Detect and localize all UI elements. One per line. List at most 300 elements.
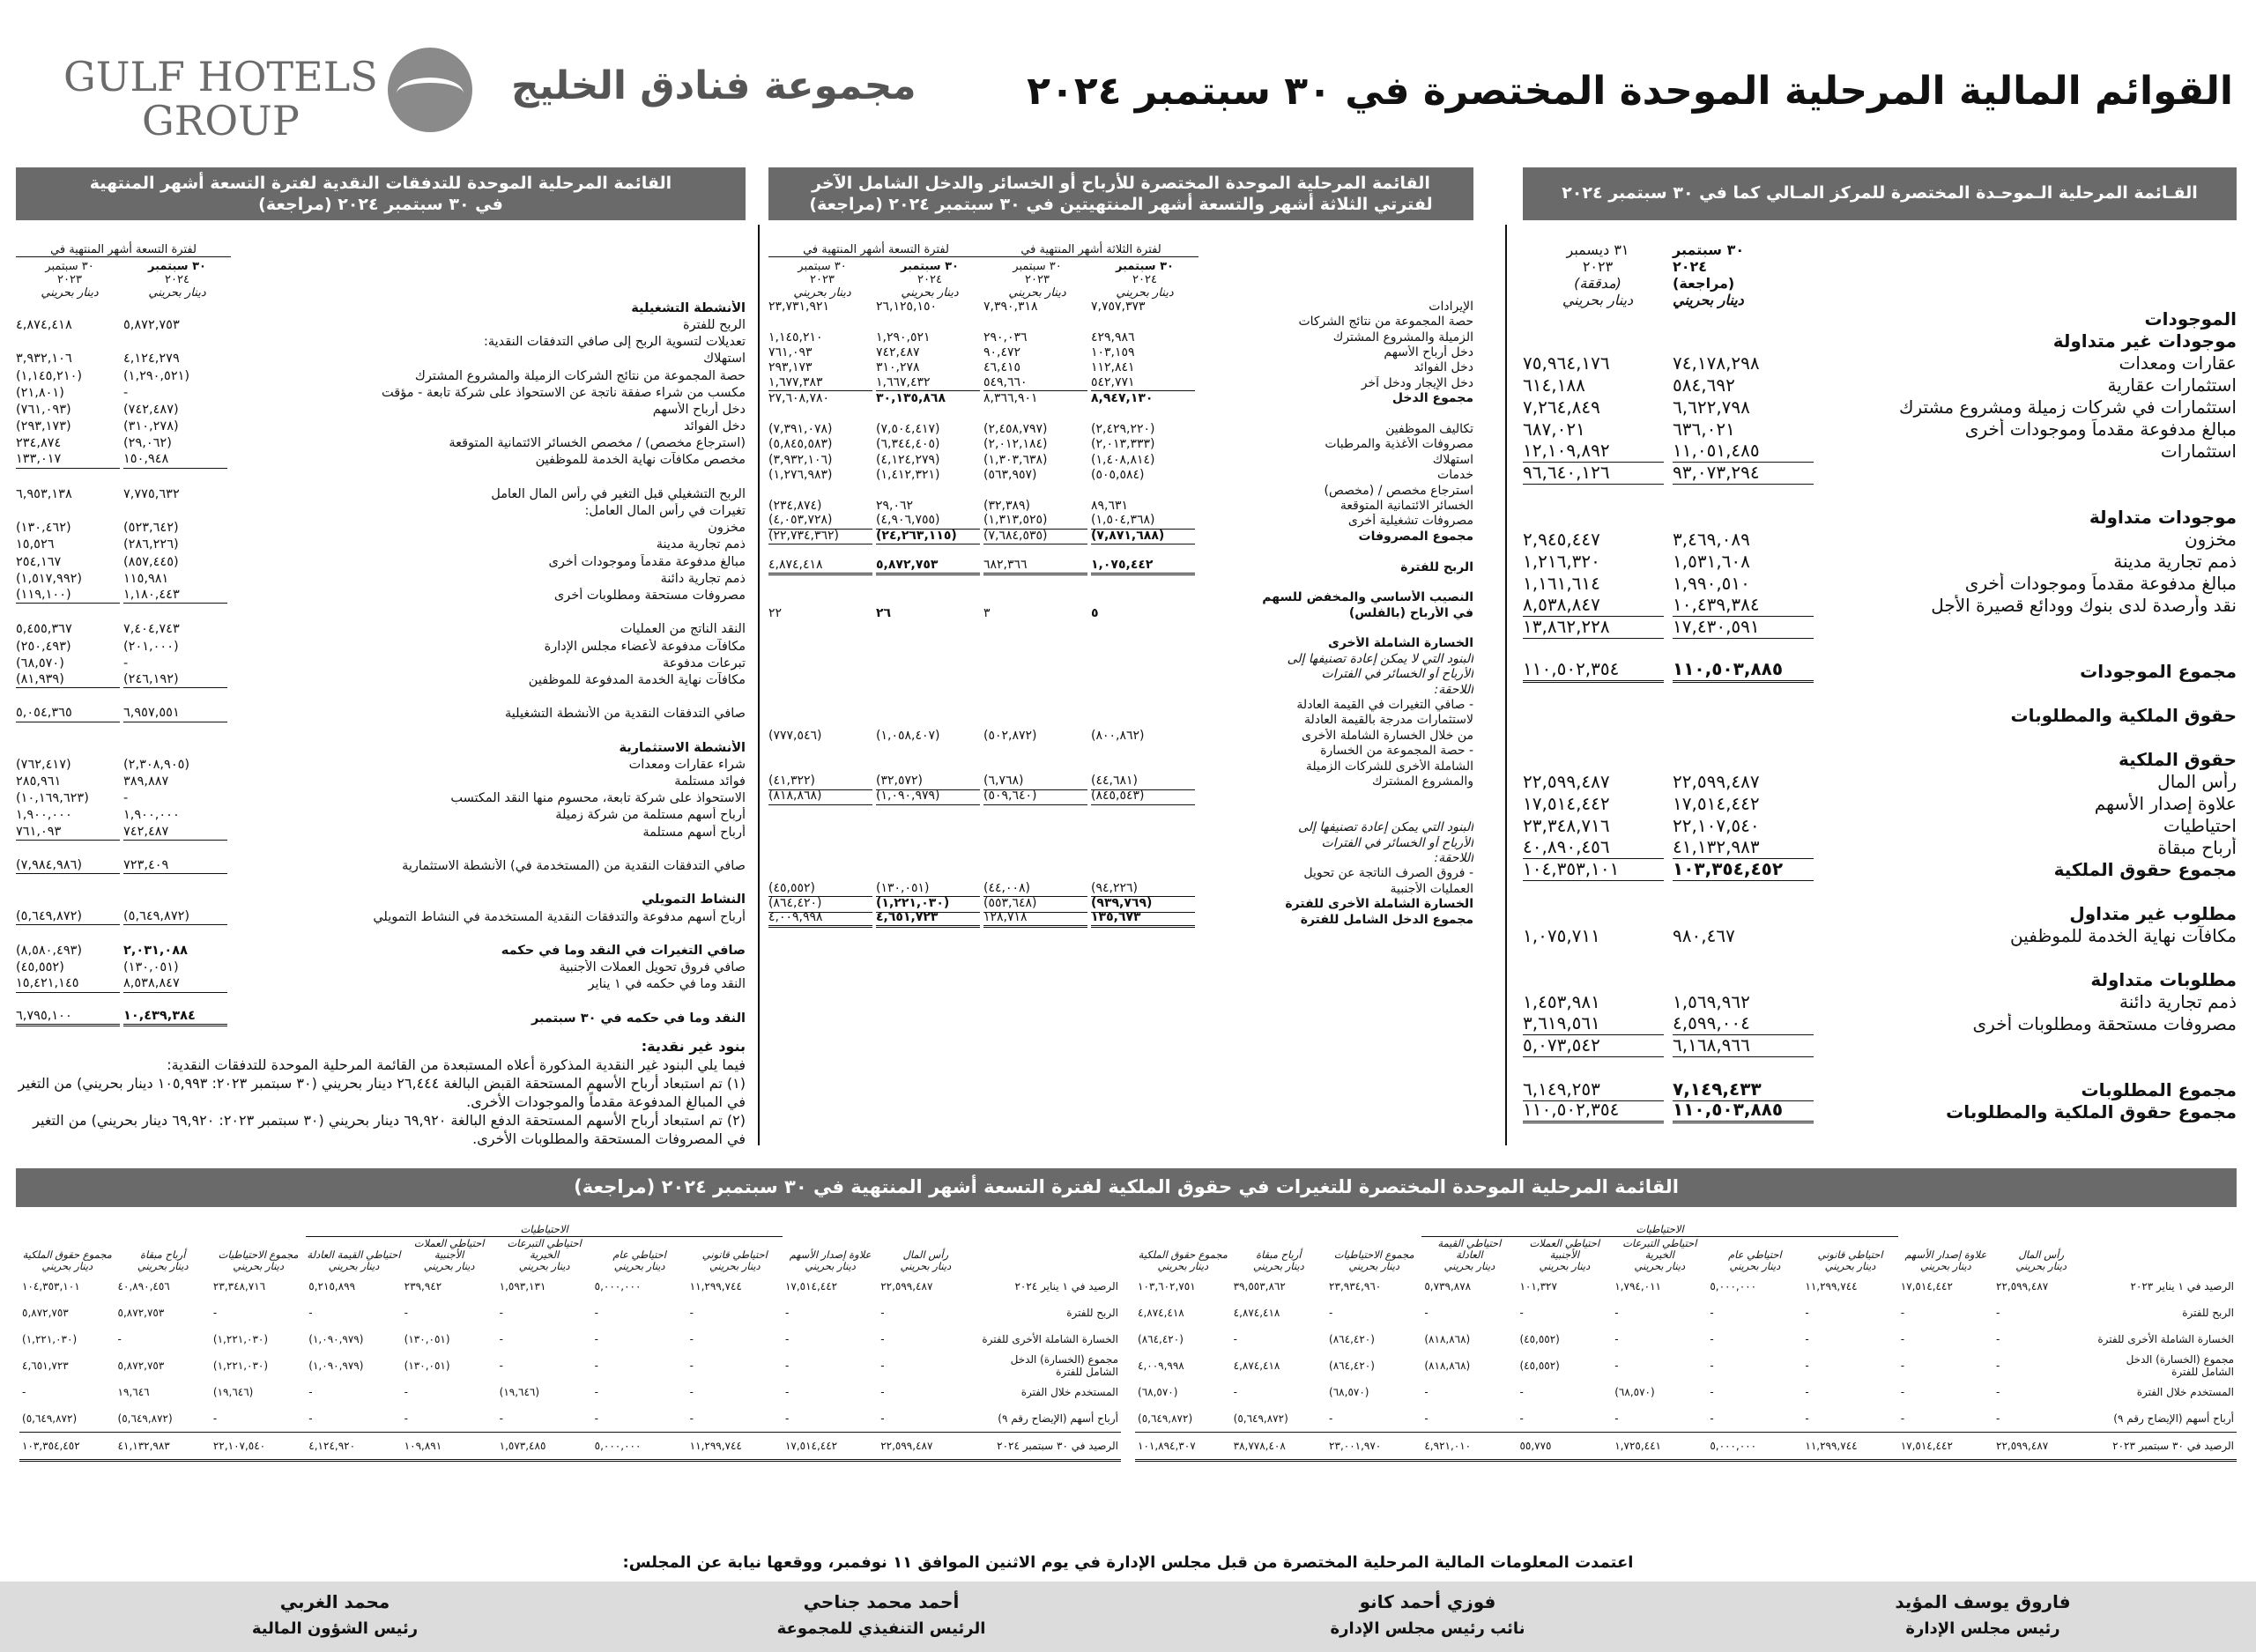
- equity-value: -: [784, 1386, 790, 1398]
- fp-row-label: استثمارات في شركات زميلة ومشروع مشترك: [1898, 396, 2237, 418]
- cf-column-headers: [16, 257, 746, 300]
- pl-value: (٤١,٣٢٢): [768, 774, 872, 790]
- logo-en-line2: GROUP: [141, 97, 300, 144]
- fp-row-label: استثمارات عقارية: [2107, 374, 2237, 396]
- equity-value: -: [499, 1307, 503, 1319]
- equity-value: -: [1996, 1386, 2000, 1398]
- fp-row: [1523, 771, 2237, 793]
- equity-blank: [1231, 1223, 1326, 1237]
- equity-value: ٢٢,١٠٧,٥٤٠: [211, 1433, 306, 1461]
- equity-col-name: احتياطي العملات الأجنبية: [1529, 1237, 1600, 1261]
- equity-value: -: [1329, 1307, 1333, 1319]
- pl-value: ٣: [983, 605, 991, 620]
- equity-row-label: الربح للفترة: [1066, 1307, 1118, 1319]
- cf-row: [16, 942, 746, 959]
- equity-value: -: [1996, 1412, 2000, 1425]
- logo-en-line1: GULF HOTELS: [63, 53, 378, 100]
- equity-col-header: [1135, 1237, 1231, 1274]
- pl-row-label: - فروق الصرف الناتجة عن تحويل: [1303, 866, 1473, 881]
- fp-value-2024: ٢٢,١٠٧,٥٤٠: [1673, 815, 1760, 836]
- fp-row-label: أرباح مبقاة: [2157, 837, 2237, 858]
- cf-row: [16, 502, 746, 519]
- equity-value: ١٠٩,٨٩١: [402, 1433, 497, 1461]
- logo-english: [63, 55, 378, 143]
- cf-row-label: مخزون: [708, 521, 746, 536]
- fp-value-2023: ٣,٦١٩,٥٦١: [1523, 1012, 1664, 1035]
- signatory-name: فوزي أحمد كانو: [1359, 1591, 1496, 1612]
- cf-row: [16, 841, 746, 857]
- cf-value: (١,١٤٥,٢١٠): [16, 368, 83, 383]
- equity-value: ٣٨,٧٧٨,٤٠٨: [1231, 1433, 1326, 1461]
- equity-column-headers: [1135, 1237, 2237, 1274]
- pl-value: ٢٩,٠٦٢: [876, 498, 914, 513]
- cf-row-label: دخل أرباح الأسهم: [652, 402, 746, 417]
- pl-value: ١,٠٧٥,٤٤٢: [1091, 558, 1195, 576]
- cf-row: [16, 621, 746, 638]
- equity-blank: [19, 1223, 115, 1237]
- equity-value: ١١,٢٩٩,٧٤٤: [1805, 1280, 1858, 1293]
- cf-row-label: أرباح أسهم مستلمة من شركة زميلة: [555, 808, 746, 823]
- cf-row-label: صافي فروق تحويل العملات الأجنبية: [559, 960, 746, 975]
- fp-value-2023: ٧٥,٩٦٤,١٧٦: [1523, 352, 1610, 374]
- equity-value: ١٠٣,٦٠٢,٧٥١: [1138, 1280, 1196, 1293]
- equity-value: -: [1805, 1333, 1809, 1345]
- cf-value: (٢١,٨٠١): [16, 385, 64, 400]
- equity-value: -: [22, 1386, 26, 1398]
- equity-col-name: رأس المال: [2018, 1248, 2064, 1261]
- fp-value-2024: ١٧,٥١٤,٤٤٢: [1673, 793, 1760, 814]
- cf-value: ٦,٧٩٥,١٠٠: [16, 1008, 120, 1026]
- cf-value: (١,٥١٧,٩٩٢): [16, 571, 83, 586]
- equity-value: -: [212, 1412, 218, 1425]
- equity-row: [19, 1273, 1121, 1300]
- cf-row-label: مبالغ مدفوعة مقدماً وموجودات أخرى: [548, 554, 746, 569]
- pl-value: ٨,٩٤٧,١٣٠: [1091, 391, 1154, 406]
- pl-col: [876, 260, 983, 300]
- cf-group-header: [16, 234, 746, 257]
- equity-value: -: [1614, 1412, 1619, 1425]
- fp-column-headers: [1523, 236, 2237, 308]
- fp-row: [1523, 1035, 2237, 1057]
- equity-value: ٢٣,٩٣٤,٩٦٠: [1329, 1280, 1382, 1293]
- equity-table-2024-grid: [19, 1223, 1121, 1462]
- equity-row: [1135, 1379, 2237, 1405]
- cf-row: [16, 587, 746, 604]
- fp-row-label: مجموع المطلوبات: [2081, 1079, 2237, 1100]
- equity-value: -: [1710, 1359, 1714, 1372]
- fp-row: [1523, 507, 2237, 529]
- pl-value: (١,٢٢١,٠٣٠): [876, 896, 980, 913]
- pl-row-label: دخل الإيجار ودخل آخر: [1361, 375, 1473, 390]
- equity-col-header: [1707, 1237, 1802, 1274]
- pl-value: ١١٢,٨٤١: [1091, 360, 1135, 375]
- equity-value: -: [499, 1412, 503, 1425]
- equity-value: ٤٠,٨٩٠,٤٥٦: [117, 1280, 170, 1293]
- pl-value: (٥٠٩,٦٤٠): [983, 789, 1087, 805]
- pl-value: ٤٦,٤١٥: [983, 360, 1021, 375]
- cf-row-label: الأنشطة الاستثمارية: [619, 740, 746, 755]
- pl-value: ١,١٤٥,٢١٠: [768, 330, 823, 344]
- cf-row: [16, 452, 746, 469]
- fp-value-2023: ٧,٢٦٤,٨٤٩: [1523, 396, 1600, 418]
- fp-value-2024: ٦,١٦٨,٩٦٦: [1673, 1034, 1814, 1057]
- cf-row-label: تبرعات مدفوعة: [663, 656, 746, 670]
- pl-row: [768, 468, 1473, 483]
- equity-col-unit: دينار بحريني: [137, 1260, 189, 1272]
- equity-value: (١٣٠,٠٥١): [404, 1333, 450, 1345]
- cf-row: [16, 773, 746, 789]
- fp-row-label: عقارات ومعدات: [2119, 352, 2237, 374]
- pl-value: (٤٤,٠٠٨): [983, 881, 1087, 898]
- cf-value: (٤٥,٥٥٢): [16, 960, 64, 975]
- pl-value: ٤٢٩,٩٨٦: [1091, 330, 1135, 344]
- equity-value: (٥,٦٤٩,٨٧٢): [117, 1412, 173, 1425]
- equity-value: ٥,٨٧٢,٧٥٣: [117, 1307, 165, 1319]
- equity-value: ١١,٢٩٩,٧٤٤: [1802, 1433, 1897, 1461]
- equity-value: (١,٠٩٠,٩٧٩): [308, 1359, 364, 1372]
- cf-value: (٨,٥٨٠,٤٩٣): [16, 943, 83, 958]
- cf-value: ١٥٠,٩٤٨: [123, 451, 227, 468]
- equity-value: -: [1519, 1307, 1524, 1319]
- pl-row: [768, 557, 1473, 575]
- cf-value: (٢٨٦,٢٢٦): [123, 537, 179, 552]
- equity-value: ٢٣٩,٩٤٢: [404, 1280, 442, 1293]
- cf-value: (١,٢٩٠,٥٢١): [123, 368, 190, 383]
- pl-row: [768, 698, 1473, 713]
- pl-group-headers: [768, 234, 1473, 257]
- cf-row: [16, 333, 746, 350]
- pl-row-label: استهلاك: [1432, 452, 1473, 467]
- equity-col-name: علاوة إصدار الأسهم: [789, 1248, 872, 1261]
- cf-row-label: تعديلات لتسوية الربح إلى صافي التدفقات النقدية:: [483, 335, 746, 350]
- equity-value: ٢٢,٥٩٩,٤٨٧: [1993, 1433, 2089, 1461]
- fp-value-2024: ١١٠,٥٠٣,٨٨٥: [1673, 658, 1814, 683]
- equity-value: (٦٨,٥٧٠): [1614, 1386, 1655, 1398]
- pl-value: (٥٥٣,٦٤٨): [983, 896, 1087, 913]
- pl-value: (٢٣٤,٨٧٤): [768, 498, 822, 513]
- equity-col-unit: دينار بحريني: [1824, 1260, 1876, 1272]
- pl-row-label: الإيرادات: [1429, 299, 1473, 314]
- fp-value-2023: ١,٠٧٥,٧١١: [1523, 925, 1600, 946]
- cf-value: ٣,٩٣٢,١٠٦: [16, 352, 72, 367]
- equity-value: -: [1710, 1386, 1714, 1398]
- equity-value: -: [1614, 1333, 1619, 1345]
- pl-value: (١,٣١٣,٥٢٥): [983, 513, 1087, 530]
- equity-value: ١٧,٥١٤,٤٤٢: [1898, 1433, 1993, 1461]
- equity-value: -: [880, 1333, 885, 1345]
- cf-header-line2: في ٣٠ سبتمبر ٢٠٢٤ (مراجعة): [258, 195, 503, 214]
- profit-loss-statement: [768, 234, 1473, 928]
- cf-row: [16, 976, 746, 993]
- cf-value: (٢٥٠,٤٩٣): [16, 639, 71, 654]
- cf-row-label: النقد وما في حكمه في ٣٠ سبتمبر: [531, 1011, 746, 1026]
- fp-row: [1523, 463, 2237, 485]
- cf-row: [16, 570, 746, 587]
- equity-col-unit: دينار بحريني: [423, 1260, 475, 1272]
- pl-col-text: ٣٠ سبتمبر: [1013, 260, 1062, 273]
- equity-value: -: [308, 1386, 313, 1398]
- cf-row: [16, 756, 746, 773]
- equity-value: ٤,١٢٤,٩٢٠: [306, 1433, 401, 1461]
- cf-value: ١,١٨٠,٤٤٣: [123, 587, 227, 604]
- equity-table-2024: [19, 1223, 1121, 1462]
- equity-col-name: احتياطي القيمة العادلة: [1437, 1237, 1502, 1261]
- equity-blank: [878, 1223, 973, 1237]
- pl-value: ٧٤٢,٤٨٧: [876, 345, 920, 360]
- equity-row-label: الرصيد في ١ يناير ٢٠٢٤: [1014, 1280, 1118, 1293]
- equity-value: (١٩,٦٤٦): [499, 1386, 540, 1398]
- equity-col-header: [1231, 1237, 1326, 1274]
- fp-row: [1523, 308, 2237, 330]
- cf-value: ١٠,٤٣٩,٣٨٤: [123, 1008, 227, 1026]
- non-cash-items: [16, 1037, 746, 1148]
- equity-value: -: [594, 1412, 598, 1425]
- pl-row: [768, 909, 1473, 928]
- fp-row-label: مبالغ مدفوعة مقدماً وموجودات أخرى: [1964, 573, 2237, 594]
- equity-col-unit: دينار بحريني: [805, 1260, 856, 1272]
- fp-row: [1523, 573, 2237, 595]
- cf-col: [123, 260, 231, 300]
- fp-row-label: مكافآت نهاية الخدمة للموظفين: [2010, 925, 2237, 946]
- equity-value: ٢٢,٥٩٩,٤٨٧: [878, 1433, 973, 1461]
- equity-value: -: [1233, 1386, 1237, 1398]
- equity-value: ١,٥٧٣,٤٨٥: [497, 1433, 592, 1461]
- pl-row-label: - حصة المجموعة من الخسارة: [1320, 744, 1473, 759]
- equity-value: ١١,٢٩٩,٧٤٤: [689, 1280, 742, 1293]
- non-cash-intro: فيما يلي البنود غير النقدية المذكورة أعلاه المستبعدة من القائمة المرحلية الموحدة للتدفقات النقدية:: [167, 1056, 746, 1074]
- equity-row: [1135, 1433, 2237, 1461]
- fp-value-2023: ٩٦,٦٤٠,١٢٦: [1523, 462, 1664, 485]
- equity-col-header: [497, 1237, 592, 1274]
- equity-col-header: [878, 1237, 973, 1274]
- equity-value: (٦٨,٥٧٠): [1329, 1386, 1369, 1398]
- equity-value: ٢٣,٣٤٨,٧١٦: [212, 1280, 266, 1293]
- pl-value: (٢,٤٥٨,٧٩٧): [983, 422, 1048, 437]
- cf-value: ١٣٣,٠١٧: [16, 451, 120, 468]
- equity-value: ٤,٠٠٩,٩٩٨: [1138, 1359, 1184, 1372]
- fp-col-2024-status: (مراجعة): [1673, 275, 1735, 292]
- pl-value: ٦٨٢,٣٦٦: [983, 558, 1087, 576]
- cf-row: [16, 807, 746, 824]
- pl-column-headers: [768, 257, 1473, 300]
- equity-value: -: [594, 1359, 598, 1372]
- pl-value: ٥,٨٧٢,٧٥٣: [876, 558, 980, 576]
- equity-value: ١٧,٥١٤,٤٤٢: [783, 1433, 878, 1461]
- equity-label-col: [2089, 1237, 2237, 1274]
- equity-row-label: الخسارة الشاملة الأخرى للفترة: [2097, 1333, 2234, 1345]
- equity-value: ٤,٩٢١,٠١٠: [1421, 1433, 1517, 1461]
- pl-value: (٣٢,٥٧٢): [876, 774, 980, 790]
- cf-row-label: استهلاك: [703, 352, 746, 367]
- pl-row: [768, 866, 1473, 881]
- equity-value: ٥,٢١٥,٨٩٩: [308, 1280, 356, 1293]
- equity-value: (٨٦٤,٤٢٠): [1138, 1333, 1184, 1345]
- signatory-name: فاروق يوسف المؤيد: [1895, 1591, 2071, 1612]
- fp-row-label: مطلوب غير متداول: [2069, 903, 2237, 924]
- equity-value: (١,٢٢١,٠٣٠): [22, 1333, 78, 1345]
- cf-value: (٦٨,٥٧٠): [16, 656, 64, 670]
- fp-value-2024: ٦,٦٢٢,٧٩٨: [1673, 396, 1750, 418]
- pl-value: (٦,٧٦٨): [983, 774, 1087, 790]
- page-title: القوائم المالية المرحلية الموحدة المختصرة في ٣٠ سبتمبر ٢٠٢٤: [1027, 69, 2233, 114]
- cf-row: [16, 300, 746, 316]
- fp-row: [1523, 419, 2237, 441]
- pl-value: ٥: [1091, 605, 1099, 620]
- cf-row: [16, 351, 746, 367]
- equity-value: -: [689, 1333, 694, 1345]
- pl-value: (٢,٠١٢,١٨٤): [983, 437, 1048, 452]
- pl-row-label: الأرباح أو الخسائر في الفترات: [1321, 835, 1473, 850]
- equity-value: -: [689, 1307, 694, 1319]
- cf-row: [16, 671, 746, 688]
- cf-row: [16, 857, 746, 874]
- equity-value: ٣٩,٥٥٣,٨٦٢: [1233, 1280, 1286, 1293]
- cf-value: ٧٤٢,٤٨٧: [123, 824, 227, 841]
- equity-value: -: [1710, 1412, 1714, 1425]
- cf-value: (٧,٩٨٤,٩٨٦): [16, 857, 120, 874]
- cf-value: ٢,٠٣١,٠٨٨: [123, 943, 188, 958]
- pl-row-label: مصروفات الأغذية والمرطبات: [1325, 437, 1473, 452]
- equity-value: ٤١,١٣٢,٩٨٣: [115, 1433, 211, 1461]
- pl-rows: [768, 300, 1473, 928]
- pl-row-label: حصة المجموعة من نتائج الشركات: [1298, 315, 1473, 330]
- cf-row-label: ذمم تجارية دائنة: [660, 571, 746, 586]
- pl-value: (٣,٩٣٢,١٠٦): [768, 452, 833, 467]
- cf-value: (٥,٦٤٩,٨٧٢): [123, 908, 227, 925]
- equity-col-name: احتياطي العملات الأجنبية: [413, 1237, 485, 1261]
- pl-row-label: البنود التي لا يمكن إعادة تصنيفها إلى: [1287, 651, 1473, 666]
- pl-row-label: العمليات الأجنبية: [1390, 881, 1473, 896]
- equity-value: -: [212, 1307, 218, 1319]
- fp-col-2024: [1673, 241, 1814, 308]
- fp-row-label: مبالغ مدفوعة مقدماً وموجودات أخرى: [1964, 419, 2237, 440]
- pl-value: ٥٤٢,٧٧١: [1091, 375, 1195, 392]
- pl-value: ٧,٧٥٧,٣٧٣: [1091, 299, 1146, 314]
- fp-row: [1523, 903, 2237, 925]
- equity-col-name: احتياطي التبرعات الخيرية: [507, 1237, 582, 1261]
- cf-row: [16, 553, 746, 570]
- cf-value: (٧٦٢,٤١٧): [16, 757, 71, 772]
- equity-row: [19, 1352, 1121, 1379]
- cash-flow-header: [16, 167, 746, 220]
- equity-row-label: مجموع (الخسارة) الدخل الشامل للفترة: [1010, 1353, 1118, 1378]
- pl-group-three-months: لفترة الثلاثة أشهر المنتهية في: [983, 243, 1198, 257]
- pl-value: (٧٧٧,٥٤٦): [768, 728, 822, 743]
- pl-value: ١,٦٧٧,٣٨٣: [768, 375, 872, 392]
- pl-row-label: خدمات: [1437, 468, 1473, 483]
- equity-value: -: [1805, 1359, 1809, 1372]
- cf-value: ٧,٤٠٤,٧٤٣: [123, 622, 180, 637]
- pl-row: [768, 499, 1473, 514]
- equity-col-name: احتياطي التبرعات الخيرية: [1622, 1237, 1697, 1261]
- fp-row-label: ذمم تجارية مدينة: [2113, 551, 2237, 572]
- equity-col-header: [783, 1237, 878, 1274]
- pl-row-label: الأرباح أو الخسائر في الفترات: [1321, 667, 1473, 682]
- equity-col-unit: دينار بحريني: [900, 1260, 952, 1272]
- equity-value: ١٧,٥١٤,٤٤٢: [1900, 1280, 1953, 1293]
- cf-value: ٥,٨٧٢,٧٥٣: [123, 317, 180, 332]
- fp-row-label: نقد وأرصدة لدى بنوك وودائع قصيرة الأجل: [1931, 595, 2237, 616]
- equity-col-header: [19, 1237, 115, 1274]
- cf-row: [16, 789, 746, 806]
- fp-row: [1523, 815, 2237, 837]
- equity-value: ١١,٢٩٩,٧٤٤: [687, 1433, 783, 1461]
- cf-value: (٣١٠,٢٧٨): [123, 419, 179, 434]
- pl-value: (٦,٣٤٤,٤٠٥): [876, 437, 940, 452]
- equity-value: (٤٥,٥٥٢): [1519, 1333, 1560, 1345]
- cf-value: (٨٥٧,٤٤٥): [123, 554, 179, 569]
- pl-value: ٢٦,١٢٥,١٥٠: [876, 299, 938, 314]
- cf-row-label: أرباح أسهم مستلمة: [642, 825, 746, 840]
- equity-value: -: [784, 1307, 790, 1319]
- fp-row: [1523, 925, 2237, 947]
- equity-value: -: [1805, 1307, 1809, 1319]
- equity-value: -: [1424, 1412, 1429, 1425]
- cf-row: [16, 706, 746, 722]
- fp-row-label: مخزون: [2184, 529, 2237, 550]
- fp-value-2024: ١٠٣,٣٥٤,٤٥٢: [1673, 858, 1814, 881]
- pl-value: (٥٠٥,٥٨٤): [1091, 468, 1145, 483]
- pl-header-line2: لفترتي الثلاثة أشهر والتسعة أشهر المنتهيتين في ٣٠ سبتمبر ٢٠٢٤ (مراجعة): [809, 195, 1433, 214]
- fp-value-2024: ٢٢,٥٩٩,٤٨٧: [1673, 771, 1760, 792]
- pl-row-label: البنود التي يمكن إعادة تصنيفها إلى: [1298, 820, 1473, 835]
- cf-value: -: [123, 656, 129, 670]
- pl-row-label: تكاليف الموظفين: [1385, 422, 1473, 437]
- fp-value-2024: ٧,١٤٩,٤٣٣: [1673, 1078, 1814, 1101]
- pl-row-label: مجموع الدخل: [1391, 391, 1473, 406]
- fp-row: [1523, 551, 2237, 573]
- pl-row-label: دخل الفوائد: [1414, 360, 1473, 375]
- equity-blank: [211, 1223, 306, 1237]
- equity-row-label: الربح للفترة: [2182, 1307, 2234, 1319]
- equity-value: (١,٢٢١,٠٣٠): [212, 1359, 269, 1372]
- fp-row: [1523, 617, 2237, 639]
- cf-row-label: الاستحواذ على شركة تابعة، محسوم منها النقد المكتسب: [450, 791, 746, 806]
- equity-col-unit: دينار بحريني: [1634, 1260, 1686, 1272]
- pl-col-text: دينار بحريني: [1008, 286, 1066, 300]
- pl-row: [768, 453, 1473, 468]
- pl-value: (٢,٠١٣,٣٣٣): [1091, 437, 1155, 452]
- fp-row: [1523, 1057, 2237, 1079]
- cf-group-nine-months: لفترة التسعة أشهر المنتهية في: [16, 243, 231, 257]
- pl-value: (٤,٠٥٣,٧٢٨): [768, 513, 872, 530]
- fp-row-label: مجموع حقوق الملكية والمطلوبات: [1946, 1101, 2237, 1122]
- cf-row-label: فوائد مستلمة: [674, 774, 746, 789]
- pl-row: [768, 606, 1473, 621]
- cf-value: (٧٦١,٠٩٣): [16, 402, 71, 417]
- fp-value-2023: ٨,٥٣٨,٨٤٧: [1523, 594, 1664, 617]
- equity-value: ١٠١,٣٢٧: [1519, 1280, 1557, 1293]
- cf-row-label: تغيرات في رأس المال العامل:: [584, 504, 746, 519]
- fp-row: [1523, 374, 2237, 396]
- equity-col-header: [592, 1237, 687, 1274]
- pl-row: [768, 300, 1473, 315]
- fp-row: [1523, 837, 2237, 859]
- non-cash-item-1: (١) تم استبعاد أرباح الأسهم المستحقة القبض البالغة ٢٦,٤٤٤ دينار بحريني (٣٠ سبتمبر ٢٠٢٣: ١٠٥,٩٩٣ دينار بحريني) من التغير في المبالغ المدفوعة مقدماً والموجودات الأخرى.: [18, 1075, 746, 1111]
- pl-value: ٢٩٣,١٧٣: [768, 360, 813, 375]
- equity-value: -: [1996, 1333, 2000, 1345]
- pl-row-label: مجموع المصروفات: [1358, 529, 1473, 544]
- cf-row: [16, 1010, 746, 1026]
- pl-row: [768, 376, 1473, 391]
- cf-row-label: مصروفات مستحقة ومطلوبات أخرى: [553, 588, 746, 603]
- cf-row: [16, 537, 746, 553]
- equity-value: ٤,٨٧٤,٤١٨: [1233, 1307, 1280, 1319]
- equity-col-header: [306, 1237, 401, 1274]
- equity-value: -: [1900, 1412, 1905, 1425]
- equity-value: -: [594, 1386, 598, 1398]
- equity-value: -: [1424, 1307, 1429, 1319]
